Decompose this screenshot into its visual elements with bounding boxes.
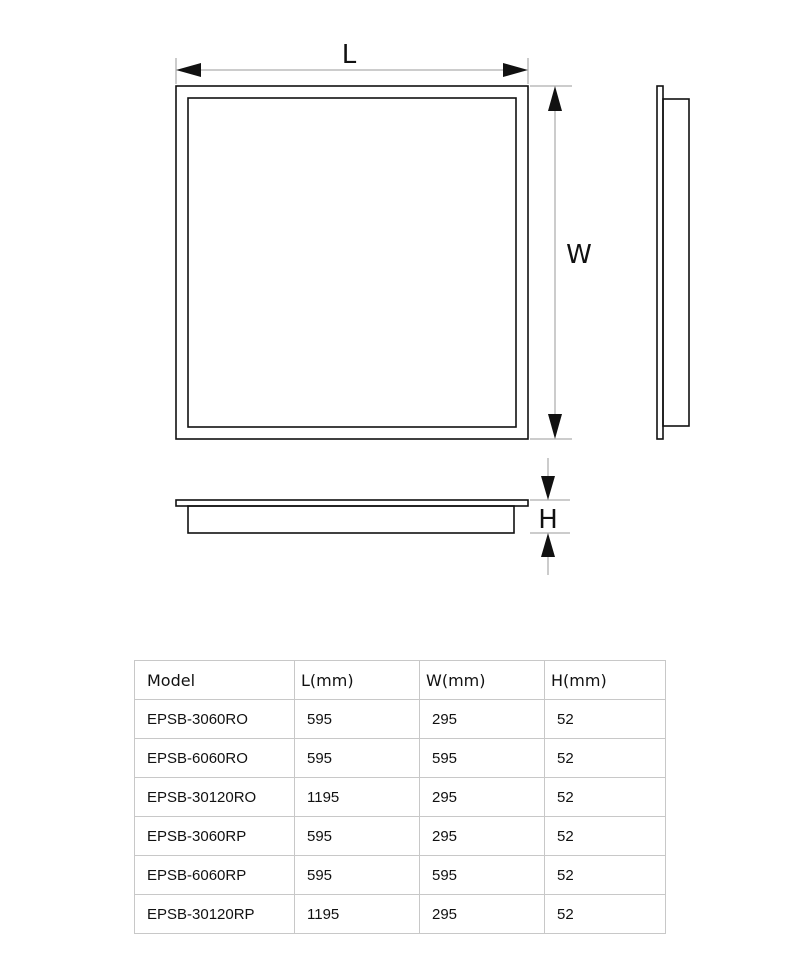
width-cell: 295 bbox=[420, 817, 545, 856]
height-dimension bbox=[530, 458, 570, 575]
length-cell: 595 bbox=[295, 739, 420, 778]
model-cell: EPSB-30120RO bbox=[135, 778, 295, 817]
length-cell: 595 bbox=[295, 817, 420, 856]
column-header-height: H(mm) bbox=[545, 661, 666, 700]
height-cell: 52 bbox=[545, 700, 666, 739]
dimension-spec-table bbox=[134, 660, 666, 934]
model-cell: EPSB-30120RP bbox=[135, 895, 295, 934]
front-view-inner-panel bbox=[188, 98, 516, 427]
length-cell: 1195 bbox=[295, 895, 420, 934]
width-cell: 295 bbox=[420, 895, 545, 934]
length-cell: 595 bbox=[295, 856, 420, 895]
arrow-right-icon bbox=[503, 63, 528, 77]
arrow-down-icon bbox=[548, 414, 562, 439]
table-row bbox=[135, 895, 666, 934]
column-header-model: Model bbox=[135, 661, 295, 700]
width-label: W bbox=[566, 240, 592, 270]
height-cell: 52 bbox=[545, 856, 666, 895]
height-cell: 52 bbox=[545, 739, 666, 778]
arrow-down-icon bbox=[541, 476, 555, 500]
table-row bbox=[135, 700, 666, 739]
model-cell: EPSB-3060RP bbox=[135, 817, 295, 856]
table-row bbox=[135, 817, 666, 856]
table-row bbox=[135, 778, 666, 817]
front-view-outer-frame bbox=[176, 86, 528, 439]
width-dimension bbox=[530, 86, 592, 439]
table-header-row bbox=[135, 661, 666, 700]
length-label: L bbox=[341, 40, 357, 70]
model-cell: EPSB-3060RO bbox=[135, 700, 295, 739]
column-header-width: W(mm) bbox=[420, 661, 545, 700]
length-dimension bbox=[176, 40, 528, 84]
height-label: H bbox=[538, 505, 558, 535]
side-view-profile bbox=[657, 86, 689, 439]
model-cell: EPSB-6060RO bbox=[135, 739, 295, 778]
table-row bbox=[135, 856, 666, 895]
model-cell: EPSB-6060RP bbox=[135, 856, 295, 895]
width-cell: 295 bbox=[420, 700, 545, 739]
width-cell: 295 bbox=[420, 778, 545, 817]
arrow-left-icon bbox=[176, 63, 201, 77]
width-cell: 595 bbox=[420, 739, 545, 778]
height-cell: 52 bbox=[545, 895, 666, 934]
length-cell: 1195 bbox=[295, 778, 420, 817]
section-view-profile bbox=[176, 500, 528, 533]
table-row bbox=[135, 739, 666, 778]
height-cell: 52 bbox=[545, 778, 666, 817]
width-cell: 595 bbox=[420, 856, 545, 895]
arrow-up-icon bbox=[548, 86, 562, 111]
height-cell: 52 bbox=[545, 817, 666, 856]
length-cell: 595 bbox=[295, 700, 420, 739]
column-header-length: L(mm) bbox=[295, 661, 420, 700]
arrow-up-icon bbox=[541, 533, 555, 557]
